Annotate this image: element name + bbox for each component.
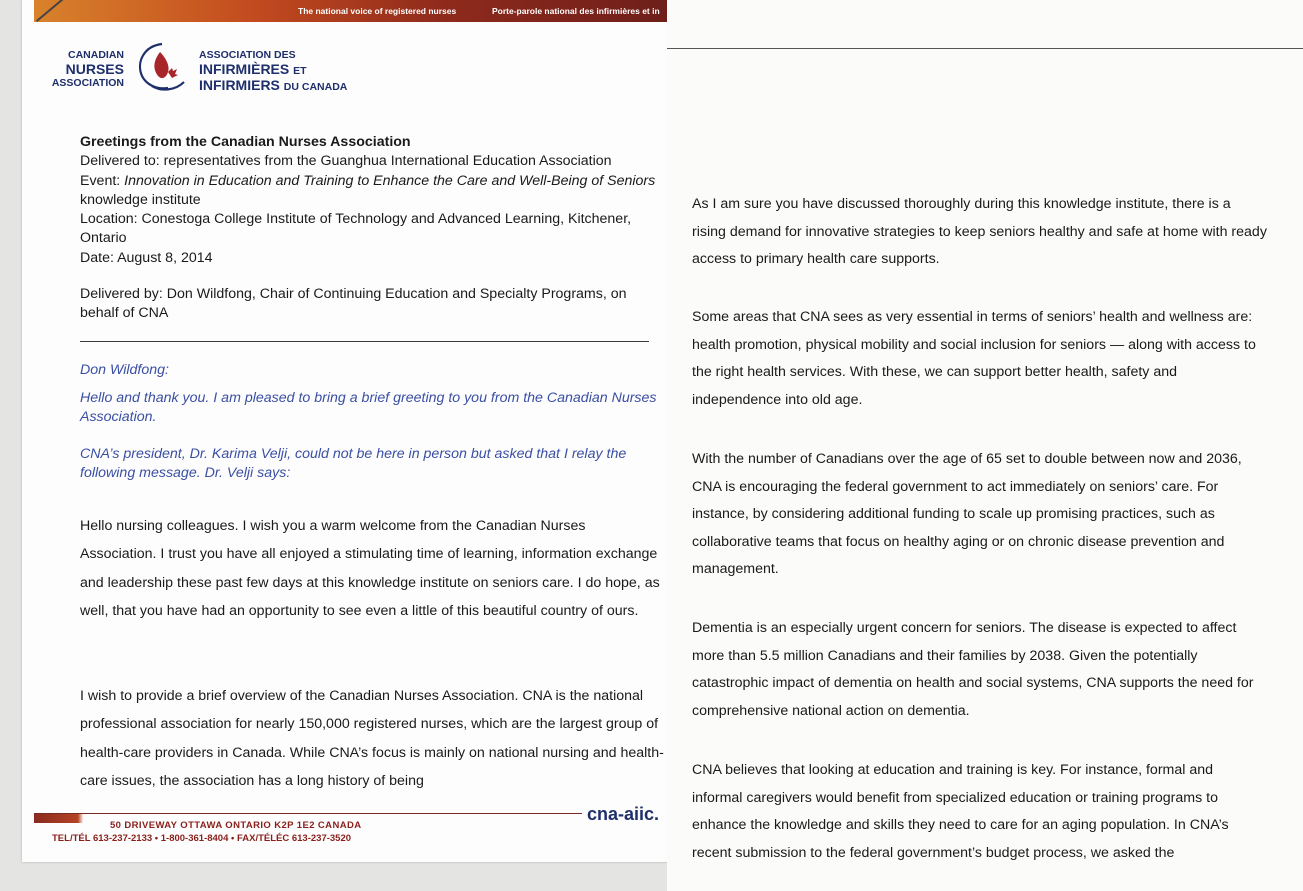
letter-page-1 (22, 0, 668, 862)
logo-fr-line1: ASSOCIATION DES (199, 49, 296, 61)
intro-paragraph: Hello and thank you. I am pleased to bring a brief greeting to you from the Canadian Nurses Association. (80, 390, 657, 426)
logo-en-line3: ASSOCIATION (51, 77, 124, 89)
letter-header-block (80, 133, 665, 268)
event-label: Event: (80, 172, 125, 189)
salutation: Don Wildfong: (80, 362, 169, 378)
paragraph-welcome: Hello nursing colleagues. I wish you a warm welcome from the Canadian Nurses Association. I trust you have all enjoyed a stimulating time of learning, information exchange and leadership these past few days at this knowledge institute on seniors care. I do hope, as well, that you have had an opportunity to see even a little of this beautiful country of ours. (80, 518, 660, 620)
logo-fr-line2b: ET (293, 65, 307, 77)
paragraph-overview: I wish to provide a brief overview of the Canadian Nurses Association. CNA is the national professional association for nearly 150,000 registered nurses, which are the largest group of health-care providers in Canada. While CNA’s focus is mainly on national nursing and health-care issues, the association has a long history of being (80, 688, 664, 790)
logo-fr-line2: INFIRMIÈRES (199, 61, 290, 77)
divider (80, 341, 649, 342)
location: Location: Conestoga College Institute of Technology and Advanced Learning, Kitchener, Ontario (80, 211, 632, 247)
event-title: Innovation in Education and Training to Enhance the Care and Well-Being of Seniors (124, 172, 656, 189)
event-line (80, 172, 665, 211)
footer-phones: TEL/TÉL 613-237-2133 • 1-800-361-8404 • FAX/TÉLÉC 613-237-3520 (52, 833, 352, 844)
header-band (34, 0, 668, 22)
logo-en-line2: NURSES (65, 61, 124, 77)
tagline-fr: Porte-parole national des infirmières et in (492, 6, 660, 16)
right-paragraph-4: Dementia is an especially urgent concern for seniors. The disease is expected to affect more than 5.5 million Canadians and their families by 2038. Given the potentially catastrophic impact of dementia on health and social systems, CNA supports the need for comprehensive national action on dementia. (692, 620, 1254, 719)
logo-fr-line3b: DU CANADA (283, 81, 348, 93)
page-edge-rule (667, 48, 1303, 49)
logo-fr-line3: INFIRMIERS (199, 77, 280, 93)
delivered-by: Delivered by: Don Wildfong, Chair of Continuing Education and Specialty Programs, on behalf of CNA (80, 286, 627, 322)
footer-web: cna-aiic. (587, 804, 660, 824)
logo-english (42, 48, 124, 90)
right-paragraph-2: Some areas that CNA sees as very essential in terms of seniors’ health and wellness are: health promotion, physical mobility and social inclusion for seniors — along with access to the right health services. With these, we can support better health, safety and independence into old age. (692, 309, 1256, 408)
date: Date: August 8, 2014 (80, 249, 213, 266)
tagline-en: The national voice of registered nurses (298, 6, 457, 16)
relay-paragraph: CNA’s president, Dr. Karima Velji, could not be here in person but asked that I relay the following message. Dr. Velji says: (80, 446, 627, 482)
letter-page-2 (667, 0, 1303, 891)
cna-emblem-icon (132, 38, 192, 96)
delivered-to: Delivered to: representatives from the Guanghua International Education Association (80, 153, 612, 170)
right-paragraph-1: As I am sure you have discussed thoroughly during this knowledge institute, there is a rising demand for innovative strategies to keep seniors healthy and safe at home with ready access to primary health care supports. (692, 196, 1267, 268)
event-suffix: knowledge institute (80, 191, 201, 208)
logo-en-line1: CANADIAN (68, 49, 124, 61)
footer-rule (34, 813, 582, 814)
letter-title: Greetings from the Canadian Nurses Association (80, 134, 411, 150)
footer-address: 50 DRIVEWAY OTTAWA ONTARIO K2P 1E2 CANADA (110, 820, 362, 831)
right-paragraph-5: CNA believes that looking at education and training is key. For instance, formal and informal caregivers would benefit from specialized education or training programs to enhance the knowledge and skills they need to care for an aging population. In CNA’s recent submission to the federal government’s budget process, we asked the (692, 762, 1229, 861)
right-paragraph-3: With the number of Canadians over the age of 65 set to double between now and 2036, CNA is encouraging the federal government to act immediately on seniors’ care. For instance, by considering additional funding to scale up promising practices, such as collaborative teams that focus on healthy aging or on chronic disease prevention and management. (692, 451, 1242, 578)
logo-french (199, 48, 347, 94)
